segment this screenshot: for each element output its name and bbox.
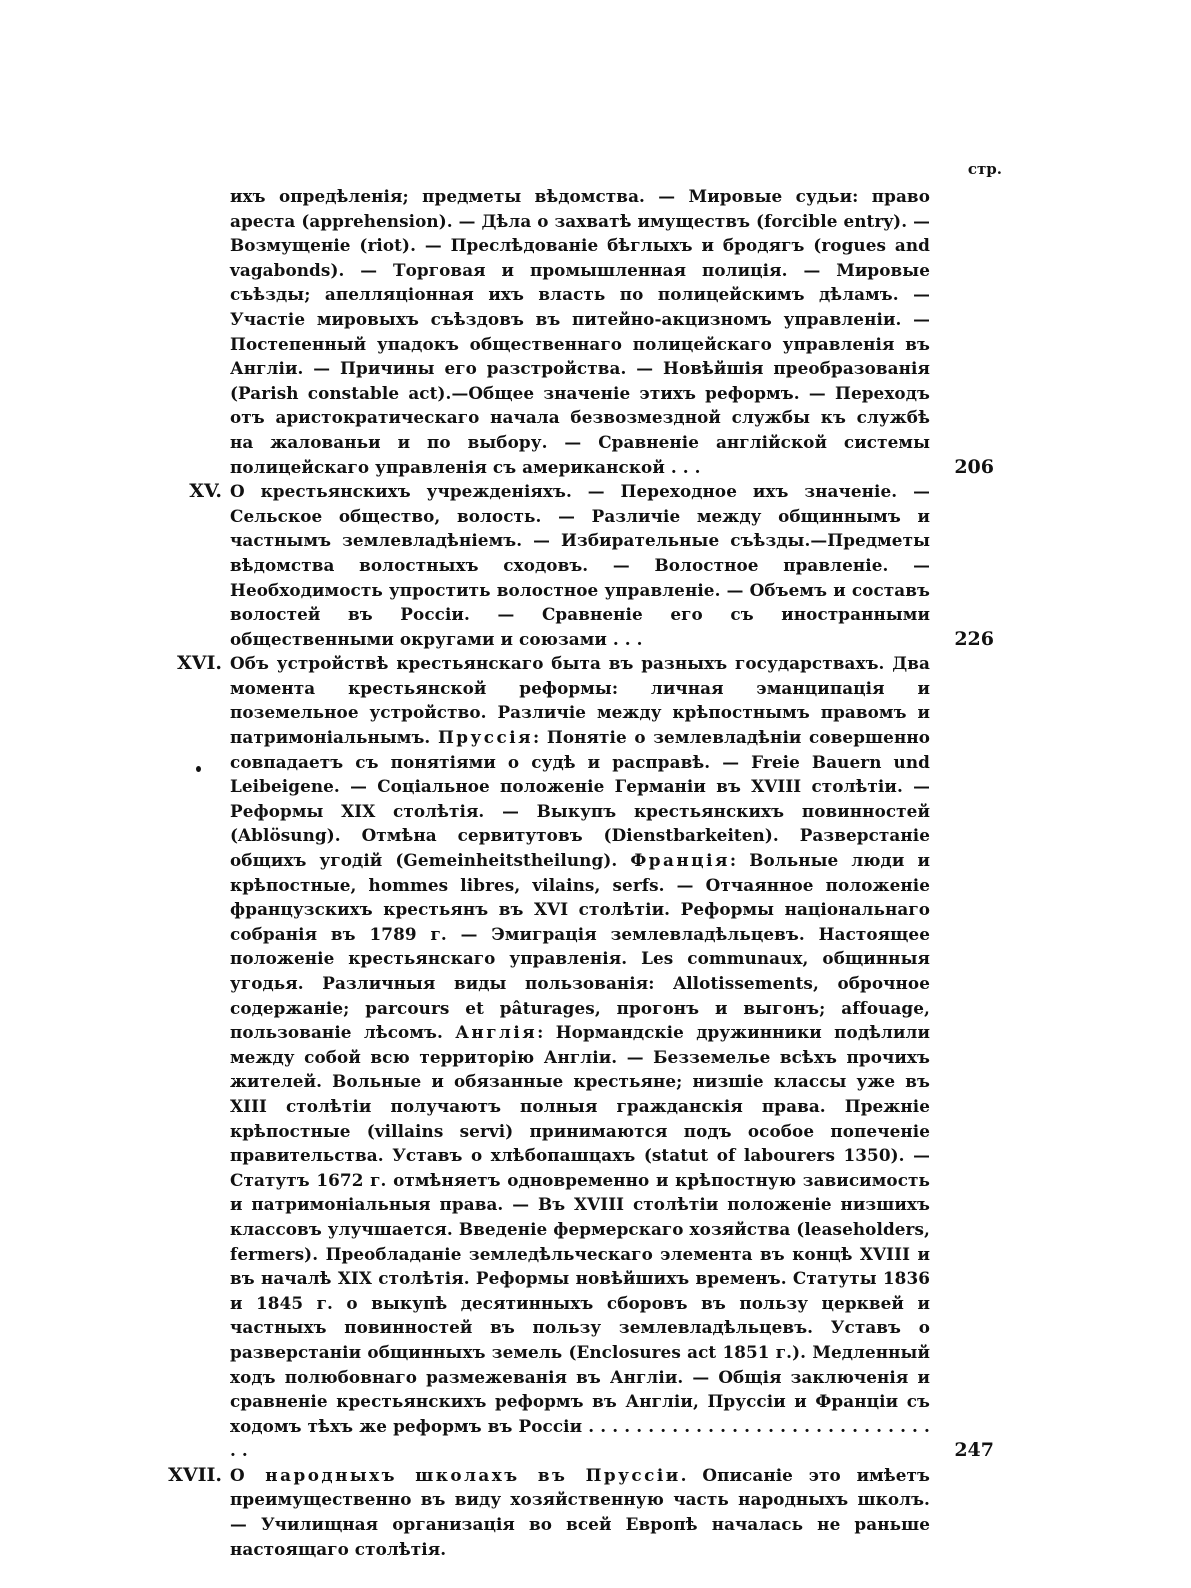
entry-number: XVI. bbox=[177, 652, 222, 675]
toc-entry-xv bbox=[150, 479, 1010, 651]
toc-entry-xvi bbox=[150, 651, 1010, 1463]
table-of-contents bbox=[150, 184, 1010, 1561]
entry-number: XVII. bbox=[168, 1463, 222, 1486]
country-heading-france: Франція bbox=[630, 850, 730, 871]
entry-text-part: : Нормандскіе дружинники подѣлили между собой всю территорію Англіи. — Безземелье всѣхъ прочихъ жителей. Вольные и обязанные крестьяне; низшіе классы уже въ XIII столѣтіи получаютъ полныя гражданскія права. Прежніе крѣпостные (villains servi) принимаются подъ особое попеченіе правительства. Уставъ о хлѣбопашцахъ (statut of labourers 1350). — Статутъ 1672 г. отмѣняетъ одновременно и крѣпостную зависимость и патримоніальныя права. — Въ XVIII столѣтіи положеніе низшихъ классовъ улучшается. Введеніе фермерскаго хозяйства (leaseholders, fermers). Преобладаніе земледѣльческаго элемента въ концѣ XVIII и въ началѣ XIX столѣтія. Реформы новѣйшихъ временъ. Статуты 1836 и 1845 г. о выкупѣ десятинныхъ сборовъ въ пользу церквей и частныхъ повинностей въ пользу землевладѣльцевъ. Уставъ о разверстаніи общинныхъ земель (Enclosures act 1851 г.). Медленный ходъ полюбовнаго размежеванія въ Англіи. — Общія заключенія и сравненіе крестьянскихъ реформъ въ Англіи, Пруссіи и Франціи съ ходомъ тѣхъ же реформъ въ Россіи . . . . . . . . . . . . . . . . . . . . . . . . . . . . . . . bbox=[230, 1022, 930, 1461]
entry-text: ихъ опредѣленія; предметы вѣдомства. — Мировые судьи: право ареста (apprehension). — Дѣла о захватѣ имуществъ (forcible entry). — Возмущеніе (riot). — Преслѣдованіе бѣглыхъ и бродягъ (rogues and vagabonds). — Торговая и промышленная полиція. — Мировые съѣзды; апелляціонная ихъ власть по полицейскимъ дѣламъ. — Участіе мировыхъ съѣздовъ въ питейно-акцизномъ управленіи. — Постепенный упадокъ общественнаго полицейскаго управленія въ Англіи. — Причины его разстройства. — Новѣйшія преобразованія (Parish constable act).—Общее значеніе этихъ реформъ. — Переходъ отъ аристократическаго начала безвозмездной службы къ службѣ на жалованьи и по выбору. — Сравненіе англійской системы полицейскаго управленія съ американской . . . bbox=[230, 186, 930, 477]
entry-number: XV. bbox=[189, 480, 222, 503]
country-heading-england: Англія bbox=[455, 1022, 538, 1043]
entry-text-part: Объ устройствѣ крестьянскаго быта въ разныхъ государствахъ. Два момента крестьянской реформы: личная эманципація и поземельное устройство. Различіе между крѣпостнымъ правомъ и патримоніальнымъ. bbox=[230, 653, 930, 748]
entry-text bbox=[230, 651, 930, 1463]
country-heading-prussia: Пруссія bbox=[437, 727, 533, 748]
toc-entry-xiv-continued bbox=[150, 184, 1010, 479]
ink-speck bbox=[196, 766, 201, 772]
toc-entry-xvii bbox=[150, 1463, 1010, 1561]
entry-page-number: 247 bbox=[954, 1439, 994, 1462]
entry-text-part: : Понятіе о землевладѣніи совершенно совпадаетъ съ понятіями о судѣ и расправѣ. — Freie Bauern und Leibeigene. — Соціальное положеніе Германіи въ XVIII столѣтіи. — Реформы XIX столѣтія. — Выкупъ крестьянскихъ повинностей (Ablösung). Отмѣна сервитутовъ (Dienstbarkeiten). Разверстаніе общихъ угодій (Gemeinheitstheilung). bbox=[230, 727, 931, 871]
entry-page-number: 226 bbox=[954, 627, 994, 650]
entry-heading: О народныхъ школахъ въ Пруссіи bbox=[230, 1464, 681, 1485]
entry-page-number: 206 bbox=[954, 455, 994, 478]
entry-text: О крестьянскихъ учрежденіяхъ. — Переходное ихъ значеніе. — Сельское общество, волость. — Различіе между общиннымъ и частнымъ землевладѣніемъ. — Избирательные съѣзды.—Предметы вѣдомства волостныхъ сходовъ. — Волостное правленіе. — Необходимость упростить волостное управленіе. — Объемъ и составъ волостей въ Россіи. — Сравненіе его съ иностранными общественными округами и союзами . . . bbox=[230, 481, 930, 649]
entry-text bbox=[230, 1463, 930, 1561]
entry-text-part: : Вольные люди и крѣпостные, hommes libres, vilains, serfs. — Отчаянное положеніе французскихъ крестьянъ въ XVI столѣтіи. Реформы національнаго собранія въ 1789 г. — Эмиграція землевладѣльцевъ. Настоящее положеніе крестьянскаго управленія. Les communaux, общинныя угодья. Различныя виды пользованія: Allotissements, оброчное содержаніе; parcours et pâturages, прогонъ и выгонъ; affouage, пользованіе лѣсомъ. bbox=[230, 850, 930, 1043]
page-column-label: стр. bbox=[967, 160, 1002, 178]
entry-text-part: . Описаніе это имѣетъ преимущественно въ виду хозяйственную часть народныхъ школъ. — Училищная организація во всей Европѣ началась не раньше настоящаго столѣтія. bbox=[230, 1464, 931, 1559]
